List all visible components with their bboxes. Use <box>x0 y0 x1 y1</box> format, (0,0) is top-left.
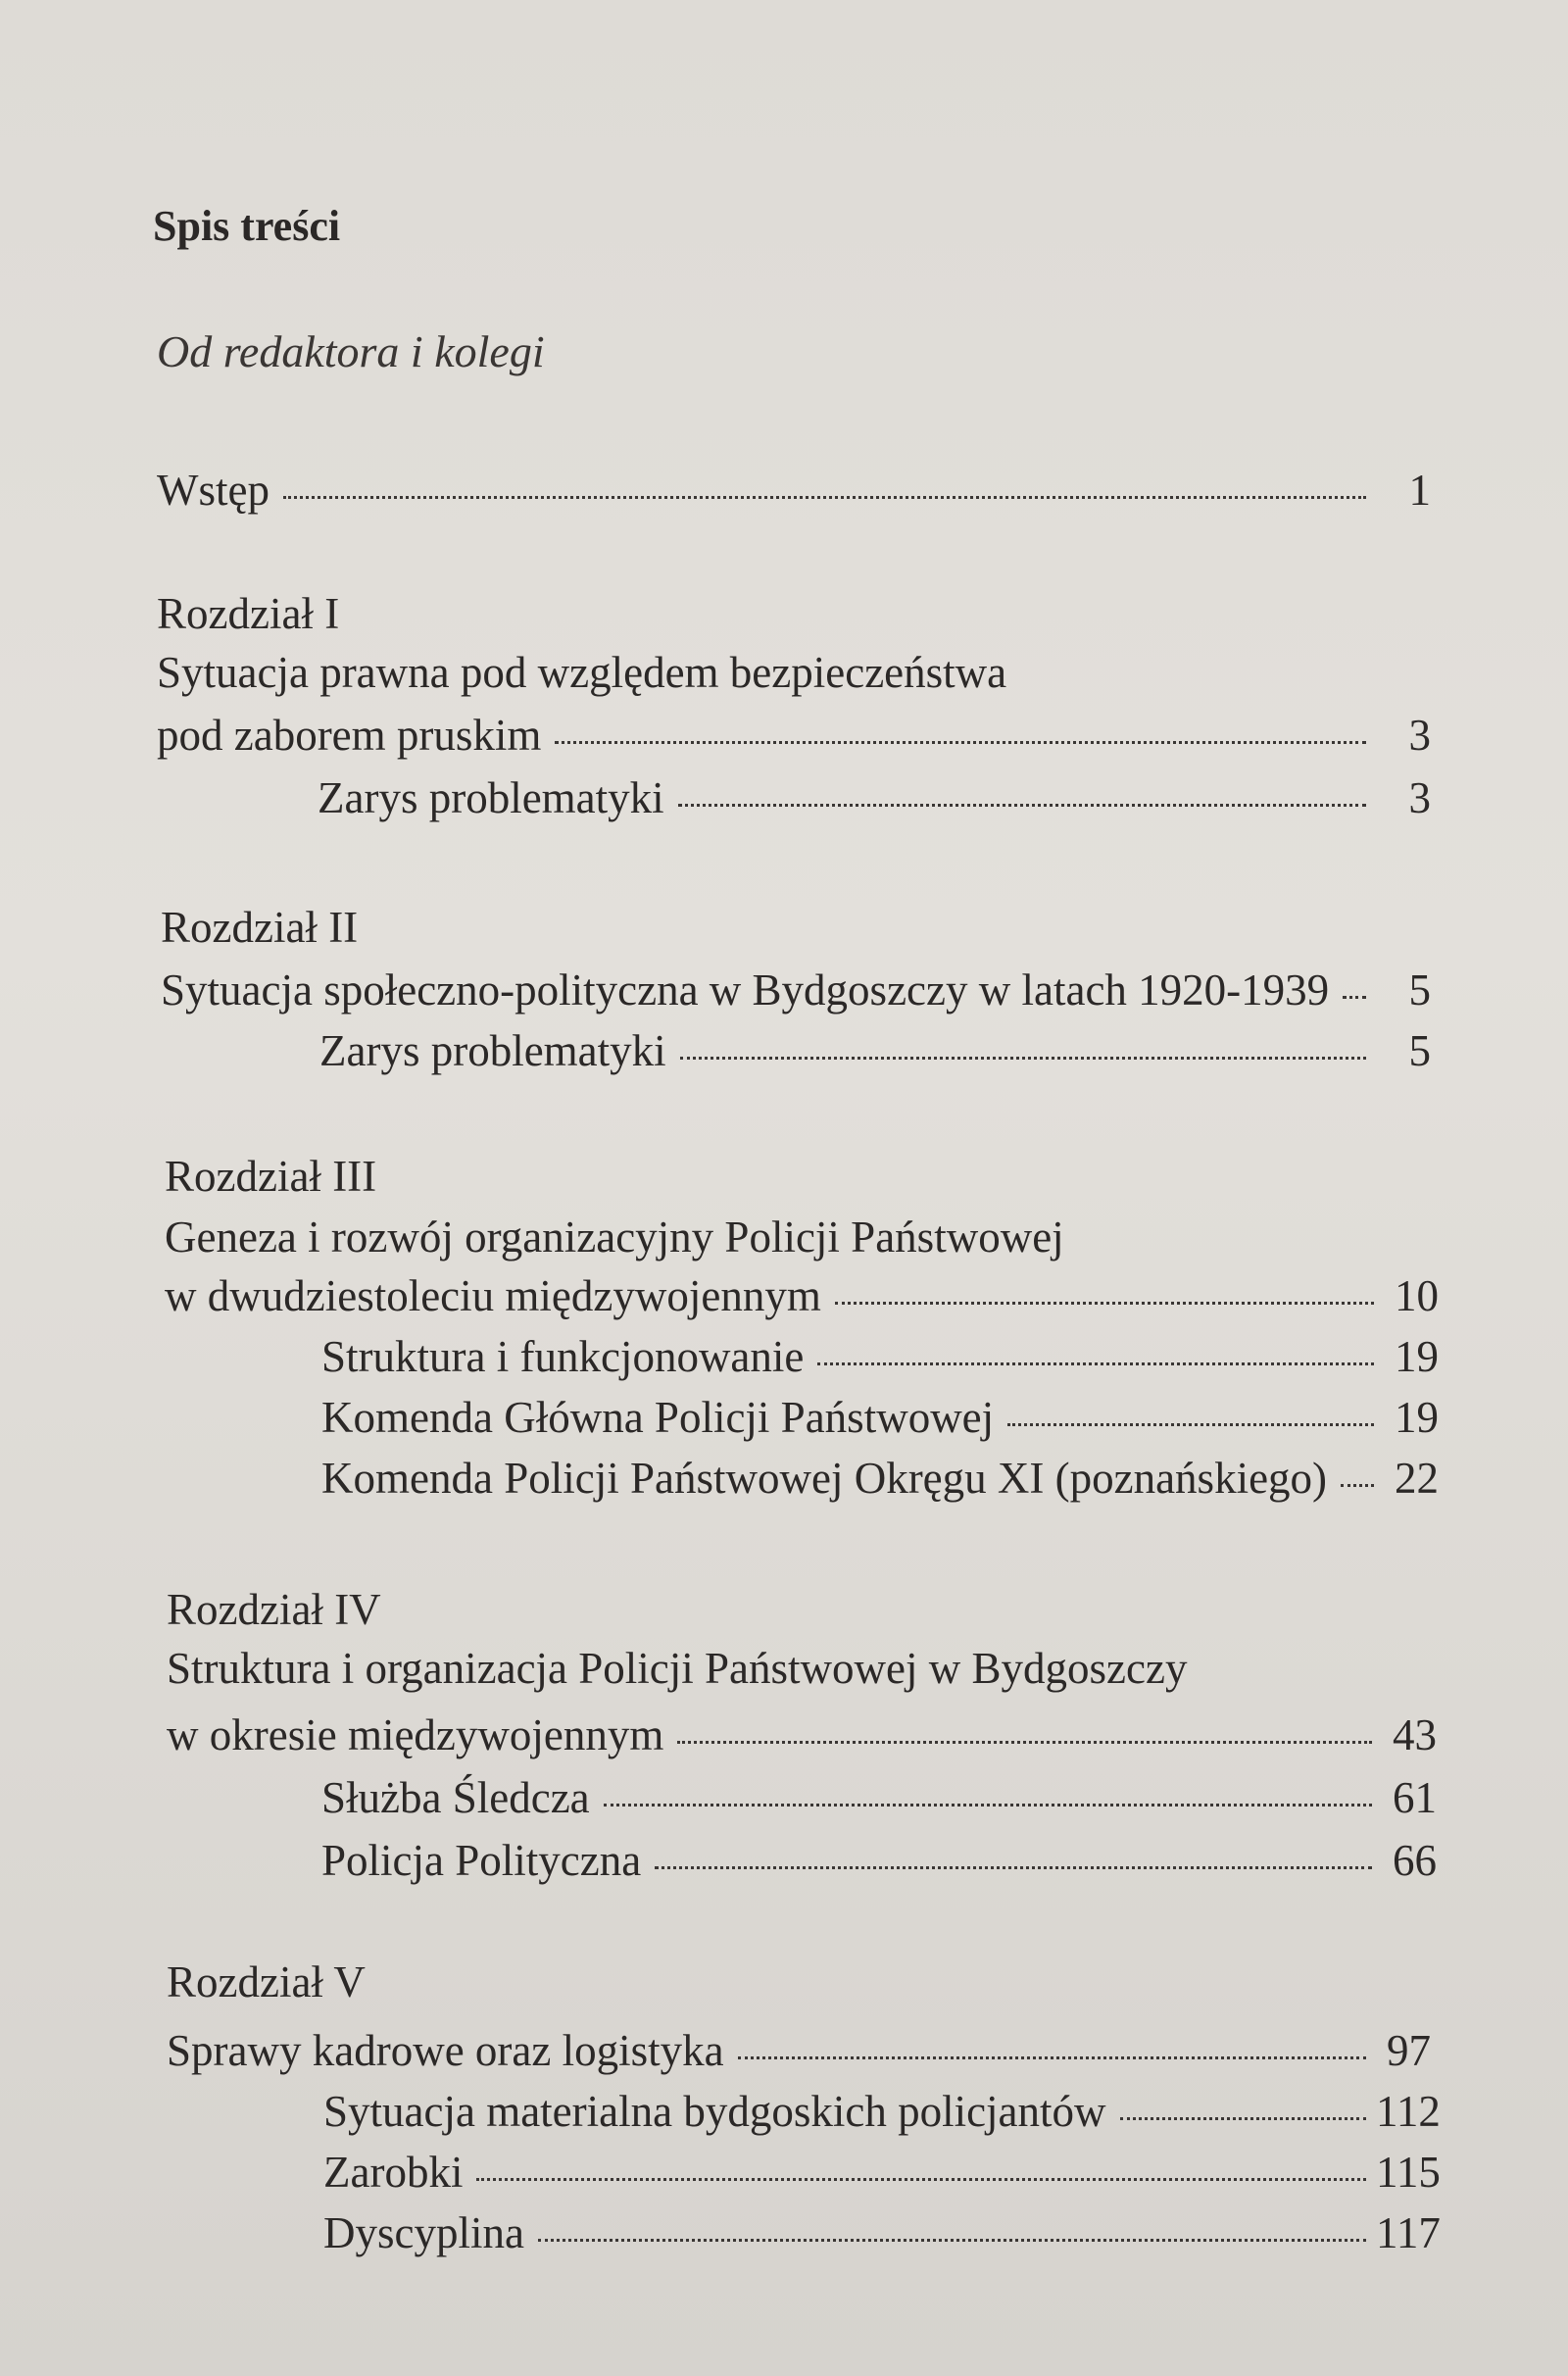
subsection-title: Zarys problematyki <box>318 773 664 822</box>
toc-page-number: 5 <box>1408 965 1431 1015</box>
subsection-title: Policja Polityczna <box>321 1836 642 1885</box>
toc-entry-subsection <box>323 2208 1441 2257</box>
toc-page-number: 117 <box>1376 2208 1441 2257</box>
toc-page-number: 97 <box>1387 2026 1431 2075</box>
toc-page-number: 66 <box>1393 1836 1437 1885</box>
dot-leader <box>604 1804 1372 1807</box>
chapter-title: Geneza i rozwój organizacyjny Policji Państwowej <box>165 1213 1064 1262</box>
subsection-title: Struktura i funkcjonowanie <box>321 1332 805 1381</box>
toc-page-number: 19 <box>1395 1332 1439 1381</box>
subsection-title: Komenda Główna Policji Państwowej <box>321 1393 995 1442</box>
dot-leader <box>1120 2117 1366 2120</box>
toc-entry-subsection <box>323 2087 1441 2136</box>
toc-page-number: 22 <box>1395 1454 1439 1503</box>
dot-leader <box>555 741 1366 744</box>
dot-leader <box>1007 1423 1374 1426</box>
subsection-title: Dyscyplina <box>323 2208 524 2257</box>
toc-entry-subsection <box>321 1836 1437 1885</box>
chapter-title: Sytuacja prawna pod względem bezpieczeństwa <box>157 648 1007 697</box>
toc-entry-subsection <box>318 773 1431 822</box>
toc-entry-chapter <box>161 965 1431 1015</box>
dot-leader <box>1343 996 1366 999</box>
chapter-title: w dwudziestoleciu międzywojennym <box>165 1271 821 1320</box>
chapter-label: Rozdział III <box>165 1152 377 1201</box>
toc-page-number: 115 <box>1376 2148 1441 2197</box>
toc-page-number: 10 <box>1395 1271 1439 1320</box>
chapter-title: pod zaborem pruskim <box>157 711 542 760</box>
chapter-label: Rozdział I <box>157 589 340 638</box>
toc-entry-chapter <box>167 2026 1431 2075</box>
dot-leader <box>678 804 1366 807</box>
dot-leader <box>538 2239 1366 2242</box>
subsection-title: Sytuacja materialna bydgoskich policjantów <box>323 2087 1106 2136</box>
toc-page-number: 61 <box>1393 1773 1437 1822</box>
toc-entry-subsection <box>321 1773 1437 1822</box>
chapter-title: Struktura i organizacja Policji Państwowej w Bydgoszczy <box>167 1644 1188 1693</box>
subsection-title: Zarobki <box>323 2148 464 2197</box>
toc-entry-chapter <box>157 711 1431 760</box>
chapter-label: Rozdział II <box>161 903 359 952</box>
toc-entry-label: Wstęp <box>157 466 270 515</box>
chapter-label: Rozdział IV <box>167 1585 381 1634</box>
toc-entry-chapter <box>167 1710 1437 1759</box>
dot-leader <box>283 496 1366 499</box>
toc-page-number: 112 <box>1376 2087 1441 2136</box>
chapter-title: Sytuacja społeczno-polityczna w Bydgoszczy w latach 1920-1939 <box>161 965 1330 1015</box>
toc-entry-subsection <box>321 1393 1439 1442</box>
toc-page-number: 19 <box>1395 1393 1439 1442</box>
toc-entry-intro <box>157 466 1431 515</box>
toc-entry-subsection <box>323 2148 1441 2197</box>
toc-entry-subsection <box>321 1454 1439 1503</box>
chapter-title: w okresie międzywojennym <box>167 1710 664 1759</box>
editor-note-entry: Od redaktora i kolegi <box>157 326 545 376</box>
dot-leader <box>476 2178 1366 2181</box>
dot-leader <box>680 1057 1366 1060</box>
subsection-title: Komenda Policji Państwowej Okręgu XI (poznańskiego) <box>321 1454 1328 1503</box>
dot-leader <box>677 1741 1372 1744</box>
toc-page-number: 3 <box>1408 773 1431 822</box>
chapter-title: Sprawy kadrowe oraz logistyka <box>167 2026 724 2075</box>
toc-entry-subsection <box>319 1026 1431 1075</box>
toc-entry-subsection <box>321 1332 1439 1381</box>
subsection-title: Zarys problematyki <box>319 1026 666 1075</box>
dot-leader <box>835 1302 1374 1305</box>
toc-entry-chapter <box>165 1271 1439 1320</box>
page-title: Spis treści <box>153 202 341 250</box>
dot-leader <box>655 1866 1372 1869</box>
dot-leader <box>738 2056 1366 2059</box>
subsection-title: Służba Śledcza <box>321 1773 590 1822</box>
toc-page-number: 43 <box>1393 1710 1437 1759</box>
dot-leader <box>817 1362 1374 1365</box>
toc-page-number: 1 <box>1408 466 1431 515</box>
toc-page-number: 5 <box>1408 1026 1431 1075</box>
chapter-label: Rozdział V <box>167 1957 366 2006</box>
toc-page-number: 3 <box>1408 711 1431 760</box>
dot-leader <box>1341 1484 1374 1487</box>
